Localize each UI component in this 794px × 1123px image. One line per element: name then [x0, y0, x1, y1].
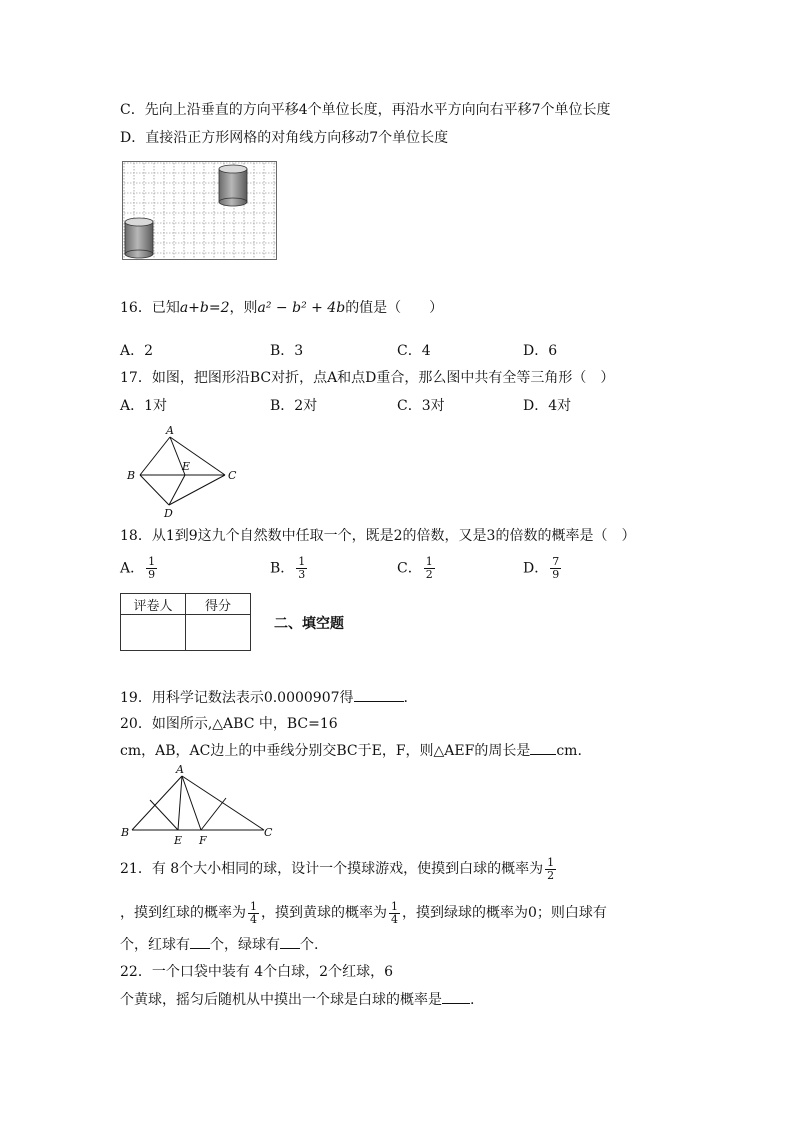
q21-red-text: ，摸到红球的概率为 [120, 905, 246, 921]
q18-option-a [120, 556, 159, 581]
q17-label-c: C [228, 469, 237, 482]
q20-segment-ac [182, 776, 264, 830]
q16-mid: ，则 [229, 300, 258, 316]
grid-cylinder-figure [122, 161, 278, 261]
q17-option-d: D．4对 [523, 398, 572, 414]
q15-option-d: D．直接沿正方形网格的对角线方向移动7个单位长度 [120, 130, 449, 146]
q17-segment-ab [140, 437, 170, 475]
q19-text: 19．用科学记数法表示0.0000907得 [120, 690, 354, 706]
q22-answer-blank [442, 1003, 470, 1004]
q20-answer-blank [530, 754, 556, 755]
fraction-numerator: 1 [250, 899, 257, 913]
q16-option-c: C．4 [397, 343, 431, 359]
q18-option-b [270, 556, 309, 581]
q16-expression: a² − b² + 4b [257, 300, 346, 316]
fraction-numerator: 1 [298, 555, 306, 568]
q16-prefix: 16．已知 [120, 300, 180, 316]
q21-fraction-yellow [389, 901, 400, 926]
q20-perpendicular-ac [201, 798, 226, 830]
cylinder-top-right [219, 165, 247, 206]
q20-triangle-figure [118, 762, 278, 848]
q18-option-b-fraction [296, 556, 307, 581]
q20-segment-ab [132, 776, 182, 830]
q20-text: cm，AB，AC边上的中垂线分别交BC于E，F，则△AEF的周长是 [120, 743, 531, 759]
q18-option-c-fraction [424, 556, 435, 581]
q18-stem: 18．从1到9这九个自然数中任取一个，既是2的倍数，又是3的倍数的概率是（ ） [120, 528, 636, 544]
q17-stem: 17．如图，把图形沿BC对折，点A和点D重合，那么图中共有全等三角形（ ） [120, 370, 615, 386]
score-table-score-header: 得分 [186, 594, 251, 615]
q20-label-a: A [176, 763, 184, 776]
q20-label-b: B [121, 826, 130, 839]
q20-label-e: E [174, 834, 183, 847]
fraction-numerator: 1 [391, 899, 398, 913]
q17-option-b: B．2对 [270, 398, 318, 414]
fraction-numerator: 1 [425, 555, 433, 568]
fraction-denominator: 4 [391, 912, 398, 926]
q20-perpendicular-ab [150, 800, 178, 830]
cylinder-bottom-left [125, 218, 153, 258]
q16-option-a: A．2 [120, 343, 154, 359]
q21-stem-line1 [120, 855, 558, 883]
q17-label-e: E [182, 460, 191, 473]
q20-segment-af [182, 776, 201, 830]
q20-stem-line1: 20．如图所示,△ABC 中，BC=16 [120, 716, 338, 732]
fraction-denominator: 4 [250, 912, 257, 926]
q18-option-c-letter: C． [397, 560, 422, 577]
q17-segment-bd [140, 475, 169, 505]
q18-option-b-letter: B． [270, 560, 295, 577]
q21-text-green-count: 个. [300, 937, 319, 953]
q16-condition: a+b=2 [179, 300, 230, 316]
q16-stem [120, 299, 443, 317]
q15-option-c: C．先向上沿垂直的方向平移4个单位长度，再沿水平方向向右平移7个单位长度 [120, 102, 611, 118]
q21-text-white-count: 个，红球有 [120, 937, 190, 953]
q16-option-d: D．6 [523, 343, 558, 359]
q17-label-b: B [127, 469, 136, 482]
fraction-denominator: 9 [552, 568, 560, 581]
q21-yellow-text: ，摸到黄球的概率为 [261, 905, 387, 921]
q17-label-a: A [166, 425, 174, 437]
q20-stem-line2 [120, 742, 582, 760]
q21-green-blank [280, 948, 300, 949]
q21-fraction-white [545, 857, 556, 882]
q20-label-f: F [199, 834, 207, 847]
q19-stem [120, 689, 408, 707]
section-title-fill-in: 二、填空题 [274, 616, 344, 632]
score-table [120, 593, 251, 651]
q17-option-a: A．1对 [120, 398, 168, 414]
score-table-score-cell [186, 615, 251, 651]
q17-segment-ac [170, 437, 225, 475]
q21-green-text: ，摸到绿球的概率为0；则白球有 [402, 905, 607, 921]
fraction-numerator: 1 [547, 855, 555, 869]
q20-segment-ae [178, 776, 182, 830]
score-table-reviewer-cell [121, 615, 186, 651]
fraction-denominator: 2 [547, 868, 555, 882]
q16-suffix: 的值是（ ） [345, 300, 444, 316]
q21-text-red-count: 个，绿球有 [210, 937, 280, 953]
fraction-denominator: 2 [425, 568, 433, 581]
q18-option-d-letter: D． [523, 560, 549, 577]
q21-stem-line3 [120, 936, 318, 954]
q18-option-d [523, 556, 563, 581]
q22-stem-line1: 22．一个口袋中装有 4个白球，2个红球，6 [120, 964, 393, 980]
q22-stem-line2 [120, 991, 474, 1009]
fraction-denominator: 9 [148, 568, 156, 581]
q18-option-a-letter: A． [120, 560, 145, 577]
q20-end: cm. [556, 743, 582, 759]
q21-fraction-red [248, 901, 259, 926]
q21-text: 21．有 8个大小相同的球，设计一个摸球游戏，使摸到白球的概率为 [120, 861, 544, 877]
fraction-denominator: 3 [298, 568, 306, 581]
q22-text: 个黄球，摇匀后随机从中摸出一个球是白球的概率是 [120, 992, 442, 1008]
q21-red-blank [190, 948, 210, 949]
q17-option-c: C．3对 [397, 398, 445, 414]
fraction-numerator: 1 [148, 555, 156, 568]
q19-end: . [403, 690, 408, 706]
q18-option-d-fraction [550, 556, 561, 581]
q19-answer-blank [354, 701, 404, 702]
q22-end: . [470, 992, 475, 1008]
q18-option-c [397, 556, 437, 581]
q17-kite-figure [122, 425, 242, 520]
q18-option-a-fraction [146, 556, 157, 581]
q20-label-c: C [264, 826, 273, 839]
q21-stem-line2 [120, 899, 607, 927]
fraction-numerator: 7 [552, 555, 560, 568]
q17-label-d: D [164, 507, 173, 520]
q16-option-b: B．3 [270, 343, 304, 359]
score-table-reviewer-header: 评卷人 [121, 594, 186, 615]
